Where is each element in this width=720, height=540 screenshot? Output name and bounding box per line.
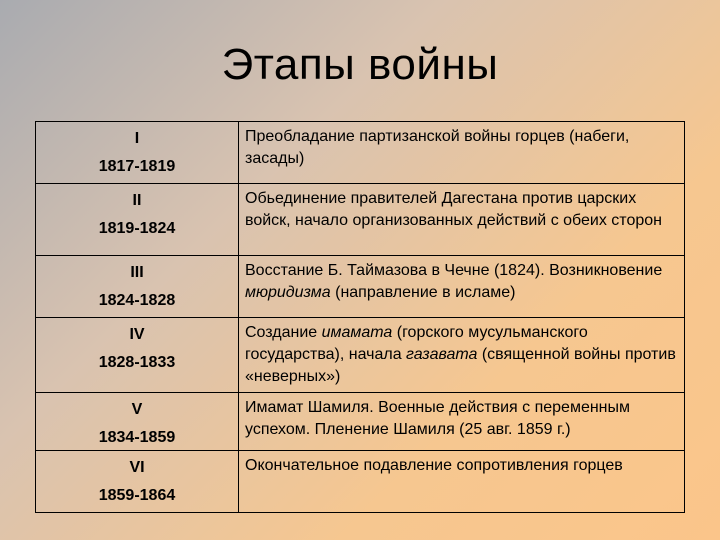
stage-row [36, 393, 685, 451]
stage-row [36, 256, 685, 318]
stage-term: имамата [321, 324, 393, 341]
stage-description-text: Создание [245, 324, 322, 341]
stage-description-text: Окончательное подавление сопротивления горцев [245, 457, 623, 474]
stage-row [36, 122, 685, 184]
stage-period-cell [36, 451, 239, 513]
stage-description [239, 256, 685, 318]
stage-description-text: Имамат Шамиля. Военные действия с переменным успехом. Пленение Шамиля (25 авг. 1859 г.) [245, 399, 631, 438]
stage-description-text: (направление в исламе) [330, 284, 516, 301]
stage-years: 1834-1859 [98, 429, 176, 446]
stage-period-cell [36, 256, 239, 318]
stage-description [239, 318, 685, 393]
stage-years: 1859-1864 [98, 487, 176, 504]
stage-numeral: II [132, 192, 142, 209]
stage-description-text: Обьединение правителей Дагестана против царских войск, начало организованных действий с обеих сторон [245, 190, 662, 229]
stage-description-text: (горского мусульманского государства), начала [245, 324, 588, 363]
stage-description-text: (священной войны против «неверных») [245, 346, 676, 385]
stage-period-cell [36, 184, 239, 256]
war-stages-table-body [36, 122, 685, 513]
stage-numeral: I [134, 130, 140, 147]
stage-years: 1824-1828 [98, 292, 176, 309]
slide-title: Этапы войны [221, 40, 499, 89]
stage-numeral: V [131, 401, 143, 418]
stage-years: 1828-1833 [98, 354, 176, 371]
stage-term: мюридизма [245, 284, 331, 301]
stage-row [36, 451, 685, 513]
stage-numeral: VI [129, 459, 145, 476]
stage-description-text: Преобладание партизанской войны горцев (набеги, засады) [245, 128, 630, 167]
stage-numeral: IV [129, 326, 145, 343]
stage-description [239, 393, 685, 451]
stage-description [239, 184, 685, 256]
stage-period-cell [36, 122, 239, 184]
stage-period-cell [36, 393, 239, 451]
stage-numeral: III [130, 264, 144, 281]
stage-description [239, 451, 685, 513]
stage-years: 1819-1824 [98, 220, 176, 237]
stage-period-cell [36, 318, 239, 393]
stage-description-text: Восстание Б. Таймазова в Чечне (1824). Возникновение [245, 262, 663, 279]
stage-row [36, 184, 685, 256]
stage-description [239, 122, 685, 184]
stage-row [36, 318, 685, 393]
stage-term: газавата [406, 346, 478, 363]
stage-years: 1817-1819 [98, 158, 176, 175]
war-stages-table [35, 121, 685, 513]
